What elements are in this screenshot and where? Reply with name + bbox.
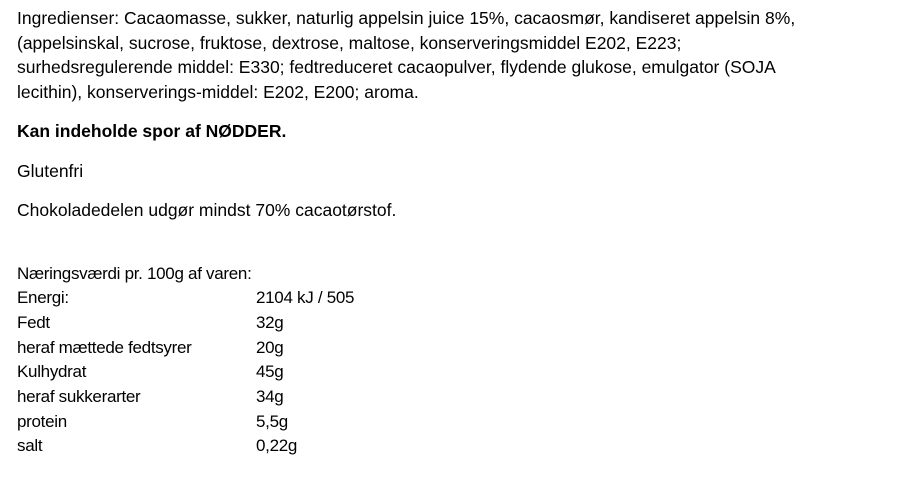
nutrition-label: Fedt	[17, 312, 50, 332]
ingredients-line-3: surhedsregulerende middel: E330; fedtreduceret cacaopulver, flydende glukose, emulgator (SOJA	[17, 57, 776, 77]
nutrition-value: 2104 kJ / 505	[256, 288, 355, 308]
nutrition-table	[17, 262, 897, 460]
ingredients-line-2: (appelsinskal, sucrose, fruktose, dextrose, maltose, konserveringsmiddel E202, E223;	[17, 32, 682, 53]
nutrition-row-carbohydrate	[17, 360, 897, 385]
nutrition-row-fat	[17, 311, 897, 336]
nutrition-value: 34g	[256, 387, 284, 407]
nutrition-row-protein	[17, 410, 897, 435]
nutrition-label: protein	[17, 411, 67, 431]
nutrition-label: Energi:	[17, 288, 69, 308]
nutrition-row-energy	[17, 286, 897, 311]
nutrition-row-salt	[17, 434, 897, 459]
nutrition-row-sugars	[17, 385, 897, 410]
nutrition-row-saturated-fat	[17, 336, 897, 361]
ingredients-line-4: lecithin), konserverings-middel: E202, E200; aroma.	[17, 81, 419, 102]
nutrition-label: Kulhydrat	[17, 362, 87, 382]
nutrition-label: heraf mættede fedtsyrer	[17, 337, 192, 357]
nutrition-value: 0,22g	[256, 436, 298, 456]
ingredients-line-1: Ingredienser: Cacaomasse, sukker, naturlig appelsin juice 15%, cacaosmør, kandiseret appelsin 8%,	[17, 8, 796, 28]
cocoa-content-note: Chokoladedelen udgør mindst 70% cacaotørstof.	[17, 200, 397, 220]
allergen-warning: Kan indeholde spor af NØDDER.	[17, 121, 287, 141]
product-label-document	[17, 6, 897, 459]
nutrition-value: 45g	[256, 362, 284, 382]
nutrition-heading: Næringsværdi pr. 100g af varen:	[17, 263, 252, 283]
nutrition-value: 20g	[256, 337, 284, 357]
ingredients-paragraph	[17, 6, 897, 104]
nutrition-label: heraf sukkerarter	[17, 387, 141, 407]
nutrition-label: salt	[17, 436, 43, 456]
gluten-free-note: Glutenfri	[17, 160, 84, 181]
nutrition-value: 32g	[256, 312, 284, 332]
nutrition-value: 5,5g	[256, 411, 288, 431]
